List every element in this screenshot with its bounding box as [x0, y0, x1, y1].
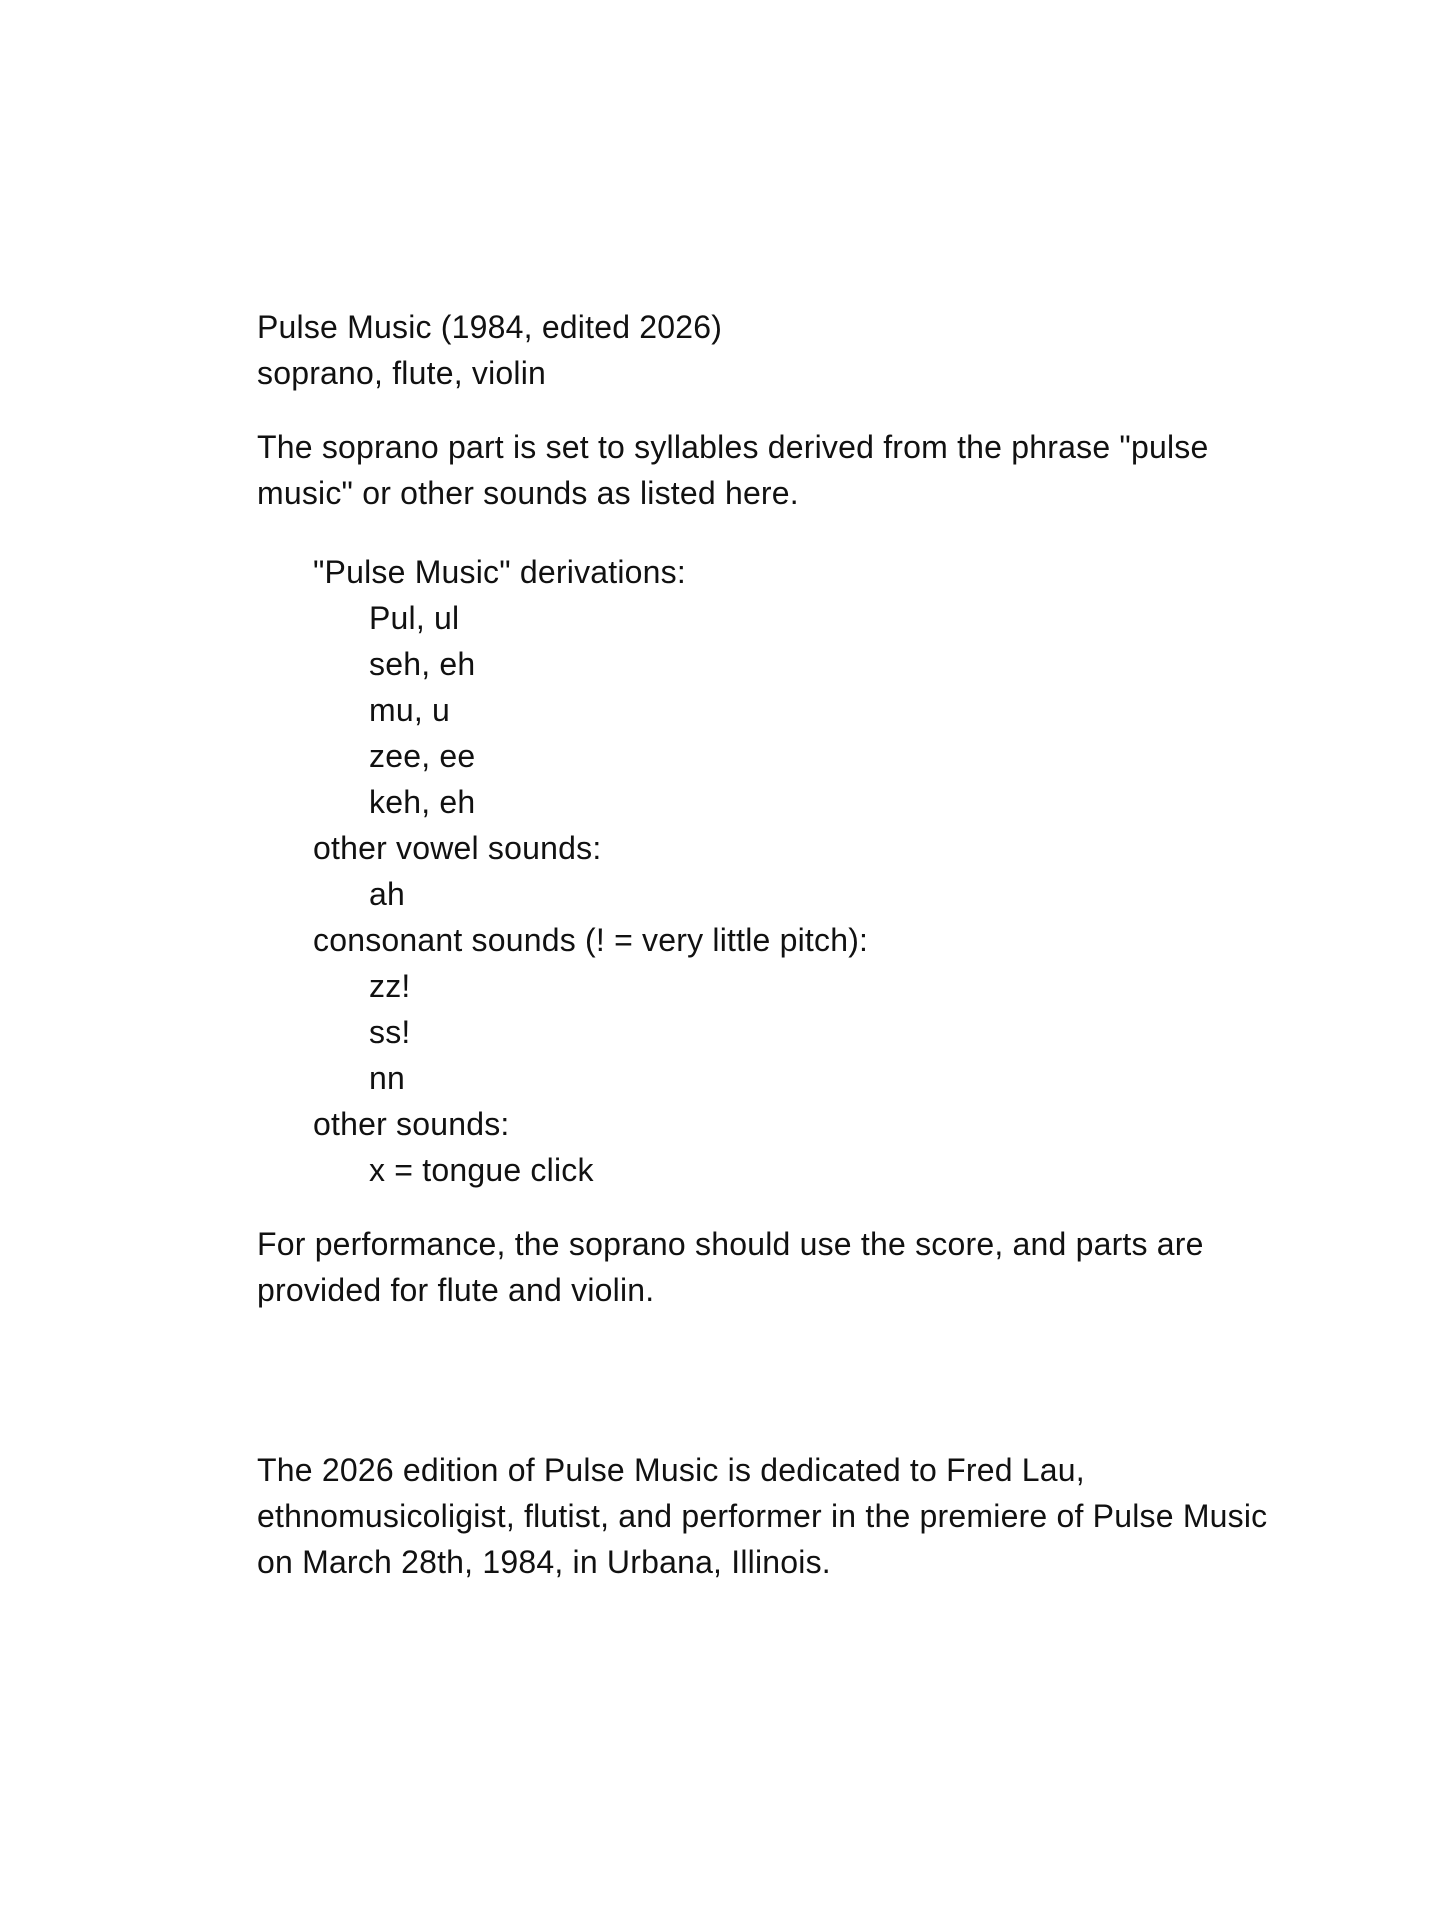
derivations-heading: "Pulse Music" derivations: [313, 554, 686, 590]
vowel-sound-item: ah [369, 876, 405, 912]
consonant-sound-item: nn [369, 1060, 405, 1096]
dedication-line-1: The 2026 edition of Pulse Music is dedicated to Fred Lau, [257, 1452, 1085, 1488]
consonant-sound-item: zz! [369, 968, 411, 1004]
syllable-list [257, 549, 1365, 1193]
intro-line-2: music" or other sounds as listed here. [257, 475, 799, 511]
dedication-paragraph [257, 1447, 1365, 1585]
derivation-item: Pul, ul [369, 600, 460, 636]
dedication-line-2: ethnomusicoligist, flutist, and performer in the premiere of Pulse Music [257, 1498, 1268, 1534]
intro-paragraph [257, 424, 1365, 516]
work-title: Pulse Music (1984, edited 2026) [257, 309, 723, 345]
vowel-sounds-heading: other vowel sounds: [313, 830, 602, 866]
dedication-line-3: on March 28th, 1984, in Urbana, Illinois. [257, 1544, 831, 1580]
performance-note-line-2: provided for flute and violin. [257, 1272, 655, 1308]
performance-note-line-1: For performance, the soprano should use the score, and parts are [257, 1226, 1204, 1262]
derivation-item: seh, eh [369, 646, 476, 682]
derivation-item: zee, ee [369, 738, 476, 774]
other-sounds-heading: other sounds: [313, 1106, 510, 1142]
derivation-item: keh, eh [369, 784, 476, 820]
performance-note [257, 1221, 1365, 1313]
title-block [257, 304, 1365, 396]
consonant-sounds-heading: consonant sounds (! = very little pitch): [313, 922, 869, 958]
other-sound-item: x = tongue click [369, 1152, 594, 1188]
intro-line-1: The soprano part is set to syllables derived from the phrase "pulse [257, 429, 1209, 465]
consonant-sound-item: ss! [369, 1014, 411, 1050]
derivation-item: mu, u [369, 692, 451, 728]
instrumentation: soprano, flute, violin [257, 355, 547, 391]
